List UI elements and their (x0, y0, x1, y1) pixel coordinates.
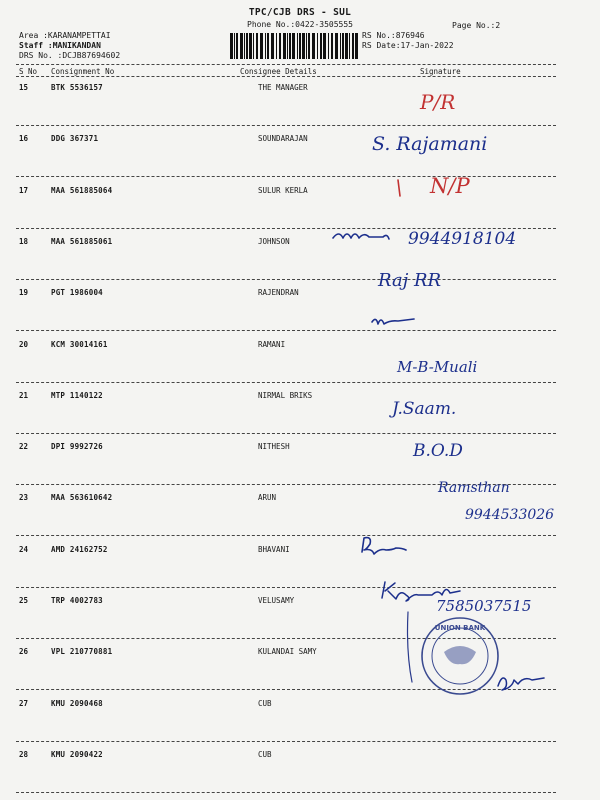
barcode-bar (345, 33, 348, 59)
barcode-bar (289, 33, 291, 59)
row-serial-number: 20 (19, 340, 29, 349)
row-divider (16, 433, 556, 434)
signature-row-26 (382, 582, 460, 601)
row-divider (16, 279, 556, 280)
row-consignee-name: BHAVANI (258, 545, 290, 554)
barcode-bar (256, 33, 258, 59)
barcode-bar (340, 33, 341, 59)
row-serial-number: 16 (19, 134, 29, 143)
signature-row-21: M-B-Muali (397, 358, 478, 376)
barcode-bar (299, 33, 301, 59)
row-serial-number: 21 (19, 391, 29, 400)
drs-number: DRS No. :DCJB87694602 (19, 51, 121, 60)
barcode-bar (246, 33, 248, 59)
barcode-bar (236, 33, 238, 59)
barcode-bar (240, 33, 243, 59)
row-divider (16, 125, 556, 126)
signature-row-16: S. Rajamani (372, 133, 488, 155)
barcode-bar (267, 33, 269, 59)
page-number: Page No.:2 (452, 21, 501, 30)
row-divider (16, 535, 556, 536)
row-serial-number: 17 (19, 186, 29, 195)
signature-row-17-mark (398, 180, 400, 196)
signature-row-20 (372, 319, 414, 324)
row-divider (16, 382, 556, 383)
signature-row-24: Ramsthan (438, 480, 510, 496)
row-consignee-name: NIRMAL BRIKS (258, 391, 313, 400)
row-serial-number: 22 (19, 442, 29, 451)
row-consignee-name: KULANDAI SAMY (258, 647, 317, 656)
row-serial-number: 15 (19, 83, 29, 92)
row-consignment-number: KMU 2090468 (51, 699, 103, 708)
row-serial-number: 24 (19, 545, 29, 554)
barcode-bar (260, 33, 263, 59)
row-serial-number: 23 (19, 493, 29, 502)
barcode-bar (308, 33, 310, 59)
barcode-bar (234, 33, 235, 59)
row-consignment-number: VPL 210770881 (51, 647, 113, 656)
row-consignee-name: THE MANAGER (258, 83, 308, 92)
column-header-consignment: Consignment No (51, 67, 115, 76)
barcode-bar (323, 33, 326, 59)
signature-row-26-phone: 7585037515 (436, 597, 532, 615)
row-consignment-number: MTP 1140122 (51, 391, 103, 400)
row-divider (16, 484, 556, 485)
row-consignee-name: JOHNSON (258, 237, 290, 246)
row-consignee-name: RAMANI (258, 340, 286, 349)
barcode-bar (342, 33, 344, 59)
row-serial-number: 19 (19, 288, 29, 297)
row-consignment-number: TRP 4002783 (51, 596, 103, 605)
row-divider (16, 741, 556, 742)
barcode-bar (312, 33, 315, 59)
row-serial-number: 27 (19, 699, 29, 708)
column-header-sno: S No (19, 67, 38, 76)
signature-row-24-phone: 9944533026 (465, 507, 555, 523)
barcode-bar (352, 33, 354, 59)
signature-row-19: Raj RR (378, 270, 442, 291)
row-divider (16, 330, 556, 331)
row-divider (16, 638, 556, 639)
rs-date: RS Date:17-Jan-2022 (362, 41, 454, 50)
row-consignment-number: DDG 367371 (51, 134, 99, 143)
phone-number: Phone No.:0422-3505555 (247, 20, 353, 29)
row-consignee-name: RAJENDRAN (258, 288, 299, 297)
barcode-bar (331, 33, 333, 59)
row-divider (16, 587, 556, 588)
barcode-icon (230, 33, 360, 59)
row-consignment-number: KCM 30014161 (51, 340, 108, 349)
row-consignment-number: KMU 2090422 (51, 750, 103, 759)
barcode-bar (328, 33, 329, 59)
signature-row-18-scribble (333, 234, 389, 239)
stamp-text: UNION BANK (434, 624, 486, 632)
row-divider (16, 689, 556, 690)
barcode-bar (265, 33, 266, 59)
barcode-bar (271, 33, 274, 59)
staff-field: Staff :MANIKANDAN (19, 41, 101, 50)
signature-row-23: B.O.D (413, 441, 463, 461)
rs-number: RS No.:876946 (362, 31, 425, 40)
barcode-bar (320, 33, 322, 59)
row-consignment-number: AMD 24162752 (51, 545, 108, 554)
row-consignee-name: NITHESH (258, 442, 290, 451)
row-serial-number: 25 (19, 596, 29, 605)
column-header-consignee: Consignee Details (240, 67, 317, 76)
signature-row-15: P/R (420, 90, 456, 114)
row-serial-number: 28 (19, 750, 29, 759)
header-divider-bottom (16, 76, 556, 77)
barcode-bar (297, 33, 298, 59)
barcode-bar (306, 33, 307, 59)
signature-row-17: N/P (430, 174, 470, 198)
row-consignment-number: MAA 561885064 (51, 186, 113, 195)
row-consignment-number: PGT 1986004 (51, 288, 103, 297)
row-consignment-number: BTK 5536157 (51, 83, 103, 92)
signature-row-22: J.Saam. (392, 399, 457, 419)
barcode-bar (335, 33, 338, 59)
signature-row-18-phone: 9944918104 (408, 229, 517, 249)
bank-stamp-icon (408, 612, 499, 694)
barcode-bar (279, 33, 281, 59)
row-divider (16, 792, 556, 793)
barcode-bar (287, 33, 288, 59)
barcode-bar (355, 33, 358, 59)
row-consignment-number: DPI 9992726 (51, 442, 103, 451)
barcode-bar (276, 33, 277, 59)
stamp-outer-ring (422, 618, 498, 694)
row-serial-number: 18 (19, 237, 29, 246)
row-consignment-number: MAA 561885061 (51, 237, 113, 246)
header-divider-top (16, 64, 556, 65)
row-consignee-name: ARUN (258, 493, 277, 502)
row-consignment-number: MAA 563610642 (51, 493, 113, 502)
row-divider (16, 228, 556, 229)
row-consignee-name: SOUNDARAJAN (258, 134, 308, 143)
sheet-title: TPC/CJB DRS - SUL (248, 7, 352, 18)
stamp-margin-line (408, 612, 413, 682)
stamp-emblem (444, 646, 476, 664)
barcode-bar (292, 33, 295, 59)
row-consignee-name: SULUR KERLA (258, 186, 308, 195)
row-serial-number: 26 (19, 647, 29, 656)
row-divider (16, 176, 556, 177)
barcode-bar (349, 33, 350, 59)
barcode-bar (317, 33, 318, 59)
row-consignee-name: VELUSAMY (258, 596, 295, 605)
barcode-bar (302, 33, 305, 59)
area-field: Area :KARANAMPETTAI (19, 31, 111, 40)
barcode-bar (230, 33, 233, 59)
barcode-bar (249, 33, 252, 59)
barcode-bar (244, 33, 245, 59)
barcode-bar (283, 33, 286, 59)
stamp-inner-ring (432, 628, 488, 684)
row-consignee-name: CUB (258, 699, 272, 708)
column-header-signature: Signature (420, 67, 461, 76)
row-consignee-name: CUB (258, 750, 272, 759)
signature-row-25 (362, 538, 406, 554)
barcode-bar (253, 33, 254, 59)
